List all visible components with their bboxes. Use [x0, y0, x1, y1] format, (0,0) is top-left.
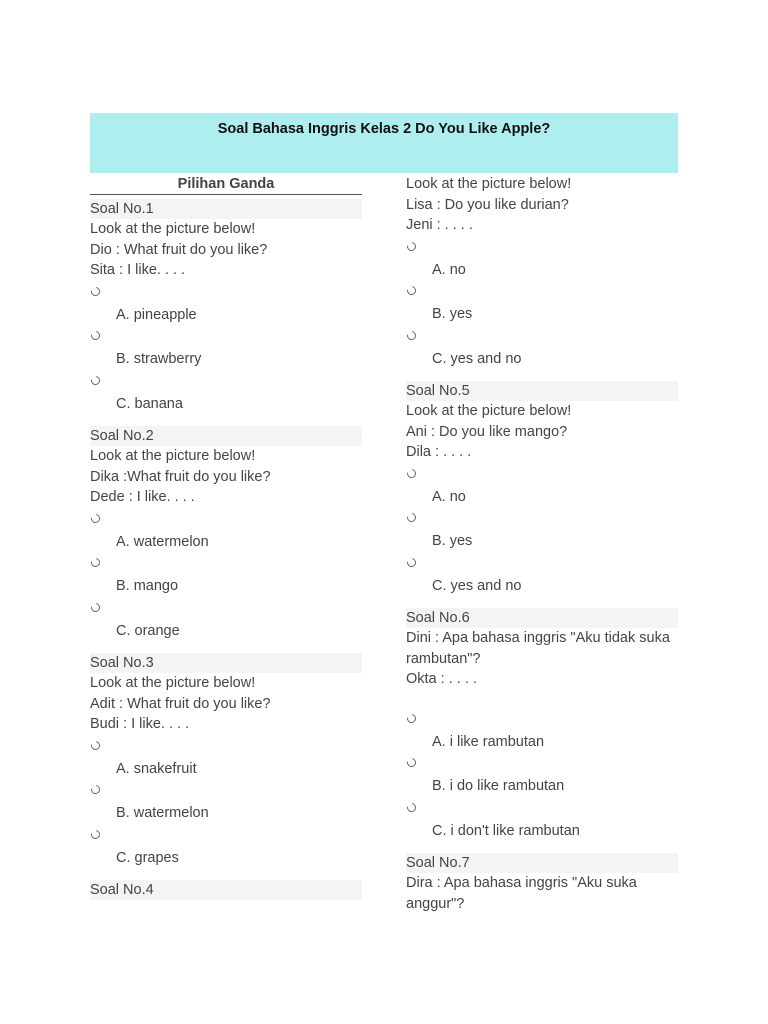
- question-line: Look at the picture below!: [90, 675, 256, 691]
- option-label: B. mango: [116, 578, 179, 594]
- radio-button[interactable]: [405, 329, 418, 342]
- radio-button[interactable]: [89, 828, 102, 841]
- question-line: Dio : What fruit do you like?: [90, 241, 268, 258]
- option-radio-row: [406, 708, 678, 732]
- question-heading: Soal No.6: [406, 608, 678, 628]
- question-line: Lisa : Do you like durian?: [406, 196, 569, 213]
- question-5: [406, 381, 678, 596]
- radio-button[interactable]: [405, 556, 418, 569]
- option-label: C. yes and no: [432, 577, 522, 594]
- question-heading: Soal No.2: [90, 426, 362, 446]
- radio-button[interactable]: [405, 284, 418, 297]
- question-line: Jeni : . . . .: [406, 217, 473, 233]
- radio-button[interactable]: [405, 467, 418, 480]
- radio-button[interactable]: [89, 783, 102, 796]
- question-line: Dila : . . . .: [406, 444, 472, 460]
- question-4: [406, 174, 678, 369]
- radio-button[interactable]: [89, 739, 102, 752]
- option-radio-row: [406, 463, 678, 487]
- right-column: [406, 174, 678, 914]
- left-column: [90, 174, 362, 900]
- option-radio-row: [406, 236, 678, 260]
- radio-button[interactable]: [89, 512, 102, 525]
- document-header: [90, 113, 678, 173]
- radio-button[interactable]: [405, 511, 418, 524]
- question-line: Look at the picture below!: [90, 448, 256, 464]
- option-label: B. i do like rambutan: [432, 778, 565, 794]
- option-label: B. watermelon: [116, 805, 209, 821]
- option-label: C. banana: [116, 395, 183, 412]
- option-radio-row: [406, 325, 678, 349]
- radio-button[interactable]: [89, 374, 102, 387]
- option-label: C. grapes: [116, 849, 179, 866]
- option-label: B. strawberry: [116, 351, 202, 367]
- question-heading: Soal No.1: [90, 199, 362, 219]
- section-title: Pilihan Ganda: [90, 174, 362, 195]
- option-radio-row: [90, 735, 362, 759]
- question-4-heading-block: [90, 880, 362, 900]
- option-radio-row: [406, 752, 678, 776]
- option-label: C. i don't like rambutan: [432, 822, 580, 839]
- option-label: B. yes: [432, 306, 473, 322]
- question-heading: Soal No.5: [406, 381, 678, 401]
- radio-button[interactable]: [89, 601, 102, 614]
- option-radio-row: [406, 797, 678, 821]
- option-label: A. watermelon: [116, 533, 209, 550]
- question-heading: Soal No.3: [90, 653, 362, 673]
- question-line: Adit : What fruit do you like?: [90, 695, 271, 712]
- option-radio-row: [406, 507, 678, 531]
- question-line: Sita : I like. . . .: [90, 262, 186, 278]
- option-label: B. yes: [432, 533, 473, 549]
- radio-button[interactable]: [405, 712, 418, 725]
- document-title: Soal Bahasa Inggris Kelas 2 Do You Like Apple?: [217, 121, 551, 137]
- question-line: Dini : Apa bahasa inggris "Aku tidak suka rambutan"?: [406, 630, 670, 667]
- option-radio-row: [90, 325, 362, 349]
- option-label: A. snakefruit: [116, 760, 197, 777]
- radio-button[interactable]: [89, 556, 102, 569]
- option-label: A. pineapple: [116, 306, 197, 323]
- option-label: C. yes and no: [432, 350, 522, 367]
- option-radio-row: [90, 779, 362, 803]
- question-line: Look at the picture below!: [406, 176, 572, 192]
- option-radio-row: [90, 370, 362, 394]
- option-radio-row: [90, 508, 362, 532]
- option-label: A. i like rambutan: [432, 733, 545, 750]
- question-line: Budi : I like. . . .: [90, 716, 190, 732]
- radio-button[interactable]: [89, 285, 102, 298]
- question-6: [406, 608, 678, 841]
- question-2: [90, 426, 362, 641]
- question-line: Look at the picture below!: [90, 221, 256, 237]
- question-line: Okta : . . . .: [406, 671, 477, 687]
- question-1: [90, 199, 362, 414]
- question-heading: Soal No.7: [406, 853, 678, 873]
- option-label: A. no: [432, 261, 466, 278]
- question-line: Dira : Apa bahasa inggris "Aku suka anggur"?: [406, 875, 637, 912]
- radio-button[interactable]: [405, 756, 418, 769]
- option-radio-row: [90, 281, 362, 305]
- option-label: A. no: [432, 488, 466, 505]
- question-line: Ani : Do you like mango?: [406, 423, 568, 440]
- option-radio-row: [406, 552, 678, 576]
- question-line: Dika :What fruit do you like?: [90, 468, 271, 485]
- radio-button[interactable]: [405, 801, 418, 814]
- question-heading: Soal No.4: [90, 880, 362, 900]
- option-radio-row: [90, 552, 362, 576]
- question-3: [90, 653, 362, 868]
- question-7: [406, 853, 678, 914]
- radio-button[interactable]: [89, 329, 102, 342]
- radio-button[interactable]: [405, 240, 418, 253]
- option-radio-row: [406, 280, 678, 304]
- question-line: Look at the picture below!: [406, 403, 572, 419]
- option-radio-row: [90, 597, 362, 621]
- option-label: C. orange: [116, 622, 180, 639]
- question-line: Dede : I like. . . .: [90, 489, 195, 505]
- option-radio-row: [90, 824, 362, 848]
